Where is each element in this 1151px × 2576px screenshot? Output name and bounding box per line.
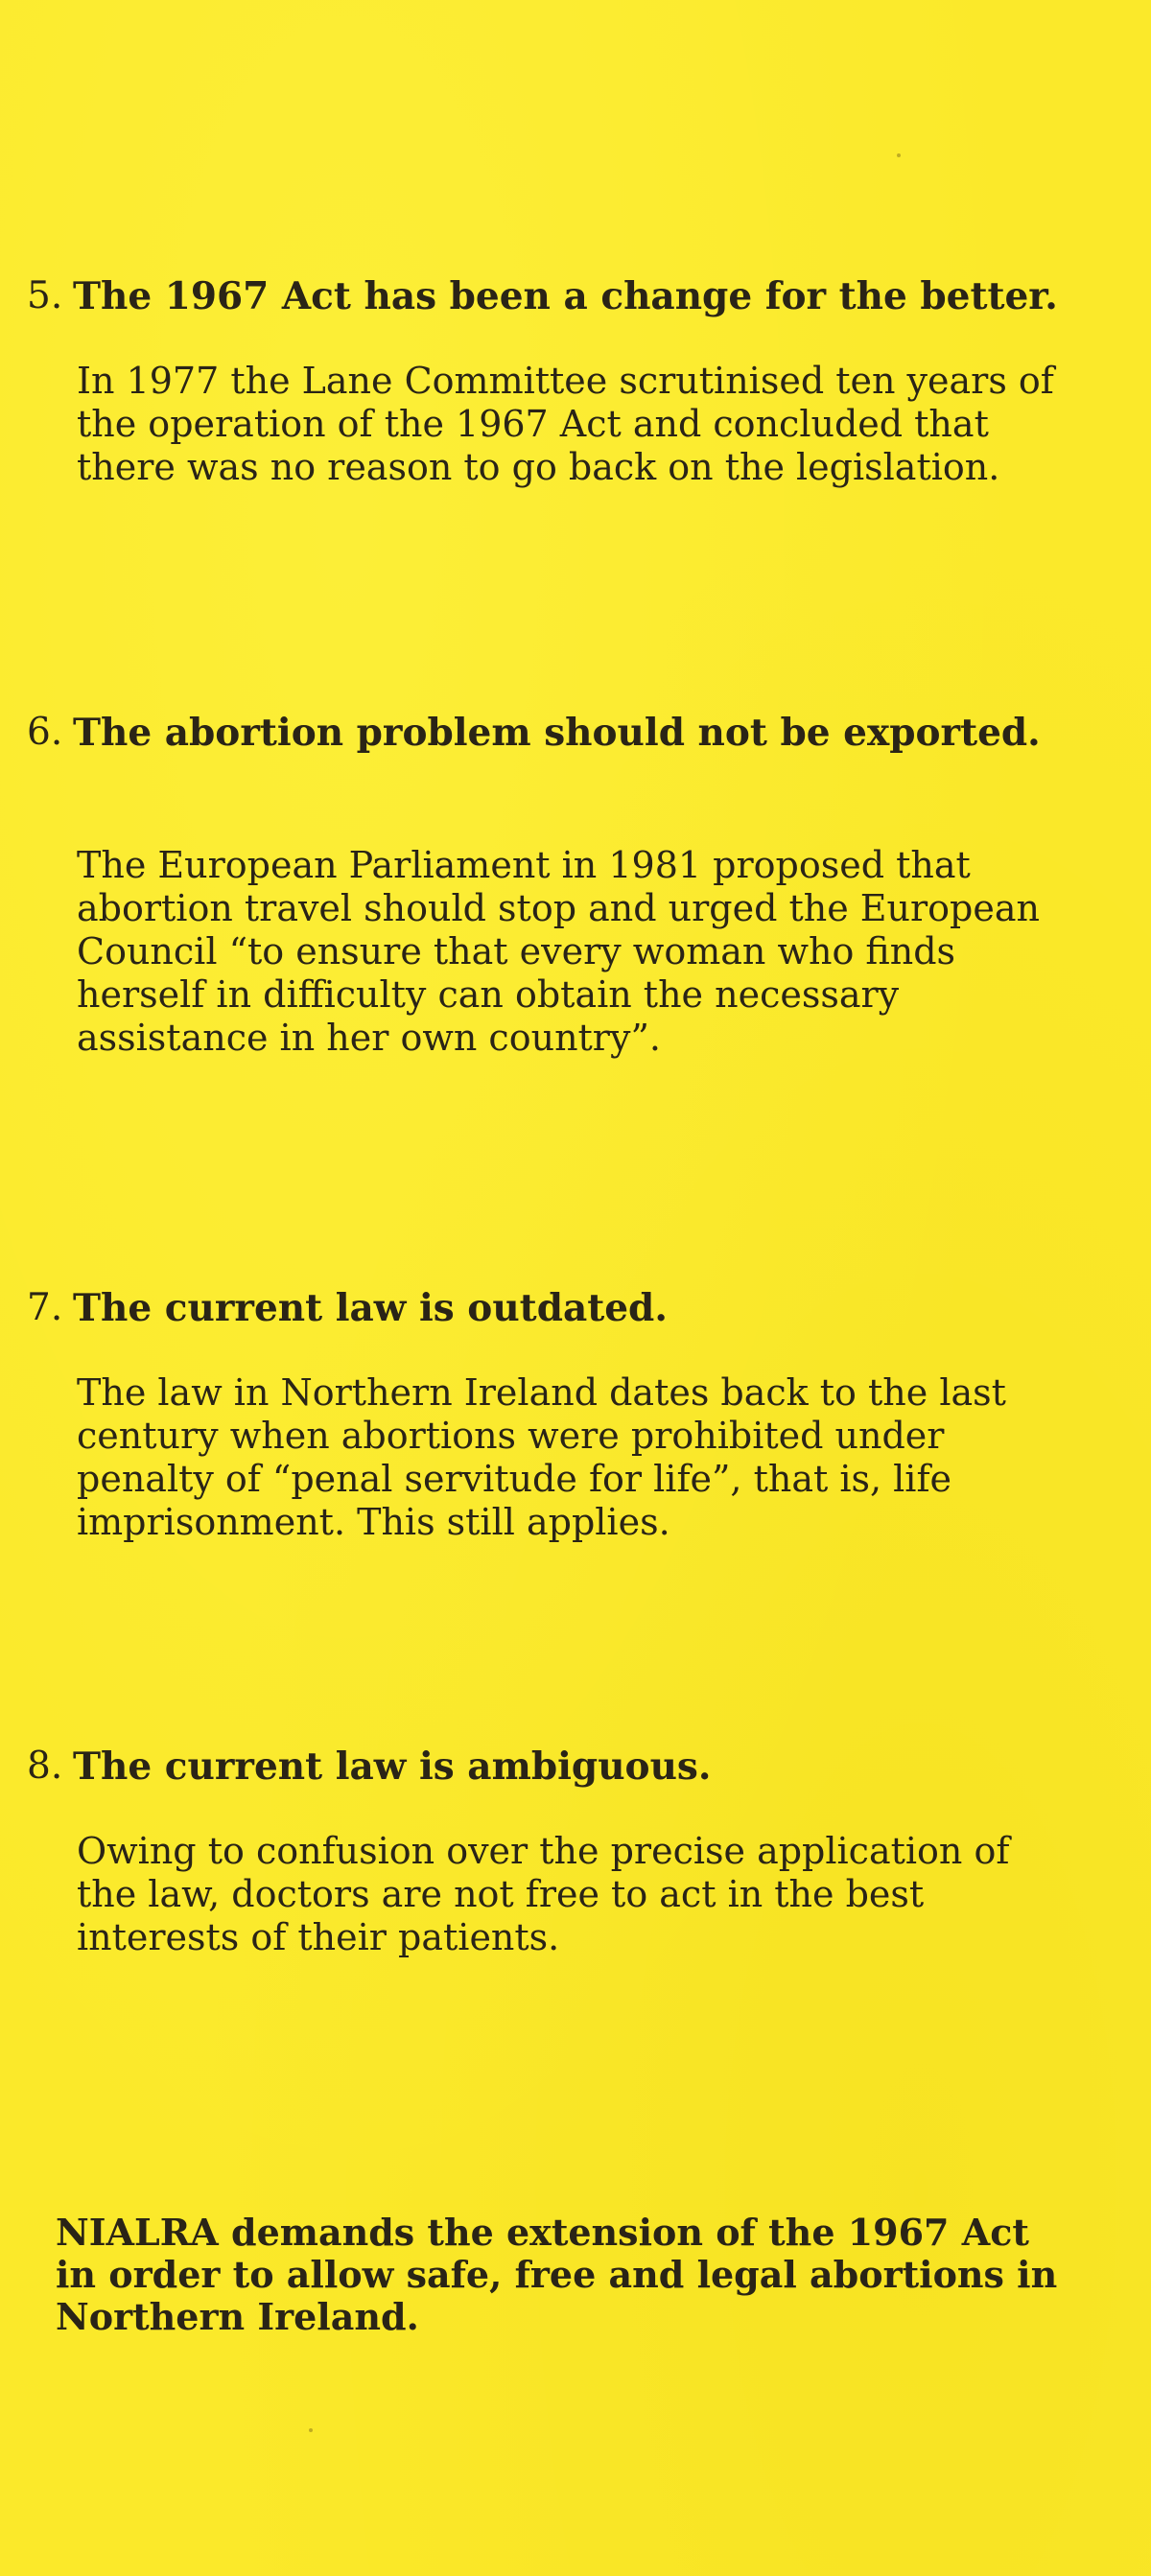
point-8-heading — [27, 1744, 1130, 1790]
point-7-heading — [27, 1285, 1130, 1331]
point-7-title: The current law is outdated. — [73, 1286, 668, 1330]
point-5-title: The 1967 Act has been a change for the better. — [73, 274, 1058, 318]
point-6-title: The abortion problem should not be exported. — [73, 711, 1041, 755]
point-8 — [27, 1744, 1130, 1959]
point-7-body: The law in Northern Ireland dates back to the last century when abortions were prohibited under penalty of “penal servitude for life”, that is, life imprisonment. This still applies. — [77, 1371, 1006, 1543]
point-6-number: 6. — [27, 711, 63, 754]
paper-speck — [897, 153, 901, 157]
point-5-heading — [27, 273, 1130, 319]
paper-speck — [309, 2428, 313, 2432]
point-8-body: Owing to confusion over the precise application of the law, doctors are not free to act in the best interests of their patients. — [77, 1830, 1010, 1958]
point-6 — [27, 710, 1130, 1060]
point-5 — [27, 273, 1130, 489]
point-5-body: In 1977 the Lane Committee scrutinised ten years of the operation of the 1967 Act and concluded that there was no reason to go back on the legislation. — [77, 360, 1054, 488]
point-7-number: 7. — [27, 1286, 63, 1329]
point-5-number: 5. — [27, 274, 63, 317]
nialra-demand-statement: NIALRA demands the extension of the 1967 Act in order to allow safe, free and legal abortions in Northern Ireland. — [56, 2211, 1058, 2338]
point-7 — [27, 1285, 1130, 1544]
point-6-heading — [27, 710, 1130, 756]
point-8-title: The current law is ambiguous. — [73, 1745, 712, 1789]
point-8-number: 8. — [27, 1745, 63, 1788]
point-6-body: The European Parliament in 1981 proposed that abortion travel should stop and urged the European Council “to ensure that every woman who finds herself in difficulty can obtain the necessary assistance in her own country”. — [77, 844, 1040, 1059]
